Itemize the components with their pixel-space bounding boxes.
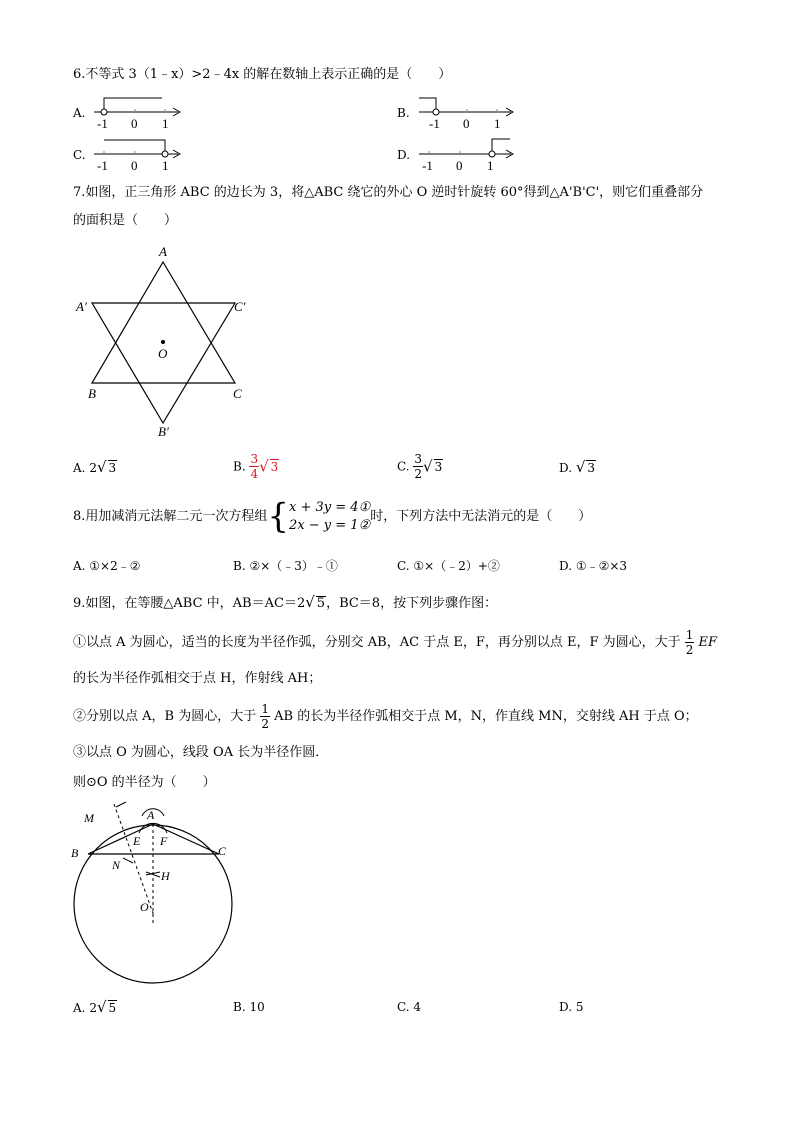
q6-option-c-letter: C. bbox=[73, 148, 86, 162]
q8-option-a: A. ①×2﹣② bbox=[73, 559, 141, 573]
q9-option-a-letter: A. bbox=[73, 1001, 86, 1015]
brace-icon: { bbox=[267, 496, 290, 537]
tick-label-1: 1 bbox=[162, 158, 169, 173]
q7-option-b bbox=[233, 452, 279, 481]
tick-label-neg1: -1 bbox=[429, 116, 440, 131]
q7-option-b-numerator: 3 bbox=[250, 452, 259, 466]
label-o: O bbox=[140, 900, 149, 914]
center-point-o bbox=[161, 340, 165, 344]
sqrt-icon: √ bbox=[575, 458, 586, 476]
label-e: E bbox=[133, 834, 141, 848]
tick-label-neg1: -1 bbox=[422, 158, 433, 173]
q9-stem-pre: 9.如图，在等腰△ABC 中，AB＝AC＝2 bbox=[73, 596, 306, 611]
q7-option-d-letter: D. bbox=[559, 461, 573, 475]
q6-option-b-letter: B. bbox=[397, 106, 410, 120]
label-c-prime: C′ bbox=[234, 299, 246, 314]
q8-equation-system bbox=[289, 499, 370, 535]
triangle-abc bbox=[92, 262, 235, 383]
q9-step3: ③以点 O 为圆心，线段 OA 长为半径作圆． bbox=[73, 745, 329, 760]
q8-option-b: B. ②×（﹣3）﹣① bbox=[233, 559, 338, 573]
q7-option-b-radicand: 3 bbox=[270, 460, 279, 474]
label-b: B bbox=[71, 846, 79, 860]
q6-option-a-number-line bbox=[90, 92, 190, 132]
label-a: A bbox=[147, 808, 155, 822]
solution-ray bbox=[104, 98, 162, 109]
sqrt-icon: √ bbox=[96, 458, 107, 476]
q6-stem: 6.不等式 3（1﹣x）>2﹣4x 的解在数轴上表示正确的是（ ） bbox=[73, 67, 452, 82]
q9-circle-figure bbox=[66, 800, 246, 985]
q8-stem-pre: 8.用加减消元法解二元一次方程组 bbox=[73, 509, 268, 524]
solution-ray bbox=[419, 98, 436, 109]
label-o: O bbox=[158, 346, 168, 361]
label-h: H bbox=[161, 869, 170, 883]
q6-option-d-number-line bbox=[415, 134, 520, 174]
q7-option-b-fraction bbox=[249, 452, 259, 481]
q9-step2-numerator: 1 bbox=[261, 702, 269, 716]
q7-option-c-numerator: 3 bbox=[414, 452, 423, 466]
q9-step2-fraction bbox=[260, 702, 270, 731]
q9-step1-numerator: 1 bbox=[685, 628, 694, 642]
q9-step1-line2: 的长为半径作弧相交于点 H，作射线 AH； bbox=[73, 671, 322, 686]
q7-option-b-letter: B. bbox=[233, 459, 246, 474]
q7-option-a-radicand: 3 bbox=[108, 461, 117, 475]
q9-stem bbox=[73, 593, 497, 613]
label-b: B bbox=[88, 386, 96, 401]
tick-label-0: 0 bbox=[131, 158, 138, 173]
q9-step1-post: EF bbox=[698, 635, 718, 650]
q7-option-d-radicand: 3 bbox=[587, 461, 596, 475]
tick-label-0: 0 bbox=[131, 116, 138, 131]
q7-option-a bbox=[73, 458, 117, 477]
sqrt-icon: √ bbox=[423, 457, 433, 476]
q8-equation-1: x + 3y = 4① bbox=[289, 499, 371, 515]
q7-option-c bbox=[397, 452, 443, 481]
q9-step1-fraction bbox=[685, 628, 695, 657]
q7-option-c-denominator: 2 bbox=[414, 467, 423, 481]
open-circle-icon bbox=[162, 151, 168, 157]
q9-step2 bbox=[73, 701, 698, 733]
q6-option-a-letter: A. bbox=[73, 106, 86, 120]
solution-ray bbox=[492, 139, 510, 151]
arc-mark-n bbox=[123, 858, 133, 863]
q9-step1-pre: ①以点 A 为圆心，适当的长度为半径作弧，分别交 AB，AC 于点 E，F，再分别以点 E，F 为圆心，大于 bbox=[73, 635, 681, 650]
q7-stem-line2: 的面积是（ ） bbox=[73, 213, 178, 228]
open-circle-icon bbox=[101, 109, 107, 115]
q9-stem-post: ，BC＝8，按下列步骤作图： bbox=[326, 596, 498, 611]
label-m: M bbox=[84, 811, 94, 825]
label-b-prime: B′ bbox=[158, 424, 169, 439]
tick-label-0: 0 bbox=[456, 158, 463, 173]
q9-ask: 则⊙O 的半径为（ ） bbox=[73, 775, 216, 790]
sqrt-icon: √ bbox=[96, 998, 107, 1016]
q8-option-d: D. ①﹣②×3 bbox=[559, 559, 628, 573]
q9-step1-denominator: 2 bbox=[685, 643, 694, 657]
q7-option-c-letter: C. bbox=[397, 459, 410, 474]
sqrt-icon: √ bbox=[259, 457, 269, 476]
q7-option-d bbox=[559, 458, 596, 477]
q7-stem-line1: 7.如图，正三角形 ABC 的边长为 3，将△ABC 绕它的外心 O 逆时针旋转 60°得到△A'B'C'，则它们重叠部分 bbox=[73, 185, 704, 200]
q9-option-b: B. 10 bbox=[233, 1000, 265, 1014]
sqrt-icon: √ bbox=[305, 593, 315, 611]
tick-label-1: 1 bbox=[494, 116, 501, 131]
q8-equation-2: 2x − y = 1② bbox=[289, 517, 371, 533]
q8-stem bbox=[73, 497, 591, 537]
triangle-apbpcp bbox=[92, 303, 235, 423]
label-f: F bbox=[160, 834, 168, 848]
q9-option-a-coef: 2 bbox=[89, 1001, 97, 1015]
q9-option-c: C. 4 bbox=[397, 1000, 422, 1014]
label-a: A bbox=[159, 244, 167, 259]
q9-step2-pre: ②分别以点 A，B 为圆心，大于 bbox=[73, 709, 257, 724]
q8-option-c: C. ①×（﹣2）+② bbox=[397, 559, 500, 573]
solution-ray bbox=[104, 140, 165, 151]
q9-option-a bbox=[73, 998, 117, 1017]
q9-option-d: D. 5 bbox=[559, 1000, 584, 1014]
q7-option-a-coef: 2 bbox=[89, 461, 97, 475]
q7-option-a-letter: A. bbox=[73, 461, 86, 475]
open-circle-icon bbox=[433, 109, 439, 115]
q7-option-c-fraction bbox=[413, 452, 423, 481]
tick-label-1: 1 bbox=[162, 116, 169, 131]
label-c: C bbox=[233, 386, 242, 401]
q8-stem-post: 时，下列方法中无法消元的是（ ） bbox=[370, 509, 592, 524]
q7-option-b-denominator: 4 bbox=[250, 467, 259, 481]
q9-option-a-radicand: 5 bbox=[108, 1001, 117, 1015]
tick-label-neg1: -1 bbox=[97, 116, 108, 131]
tick-label-1: 1 bbox=[487, 158, 494, 173]
tick-label-0: 0 bbox=[463, 116, 470, 131]
label-a-prime: A′ bbox=[76, 299, 87, 314]
label-n: N bbox=[112, 858, 121, 872]
arc-mark-m bbox=[116, 802, 126, 807]
tick-label-neg1: -1 bbox=[97, 158, 108, 173]
q6-option-d-letter: D. bbox=[397, 148, 411, 162]
q9-step2-denominator: 2 bbox=[261, 717, 269, 731]
q6-option-b-number-line bbox=[415, 92, 520, 132]
q9-step2-post: AB 的长为半径作弧相交于点 M，N，作直线 MN，交射线 AH 于点 O； bbox=[274, 709, 698, 724]
q6-option-c-number-line bbox=[90, 134, 190, 174]
q7-option-c-radicand: 3 bbox=[434, 460, 443, 474]
q9-step1 bbox=[73, 627, 717, 659]
q7-hexagram-figure bbox=[70, 240, 260, 440]
open-circle-icon bbox=[489, 151, 495, 157]
q9-stem-radicand: 5 bbox=[316, 596, 326, 611]
label-c: C bbox=[218, 844, 227, 858]
